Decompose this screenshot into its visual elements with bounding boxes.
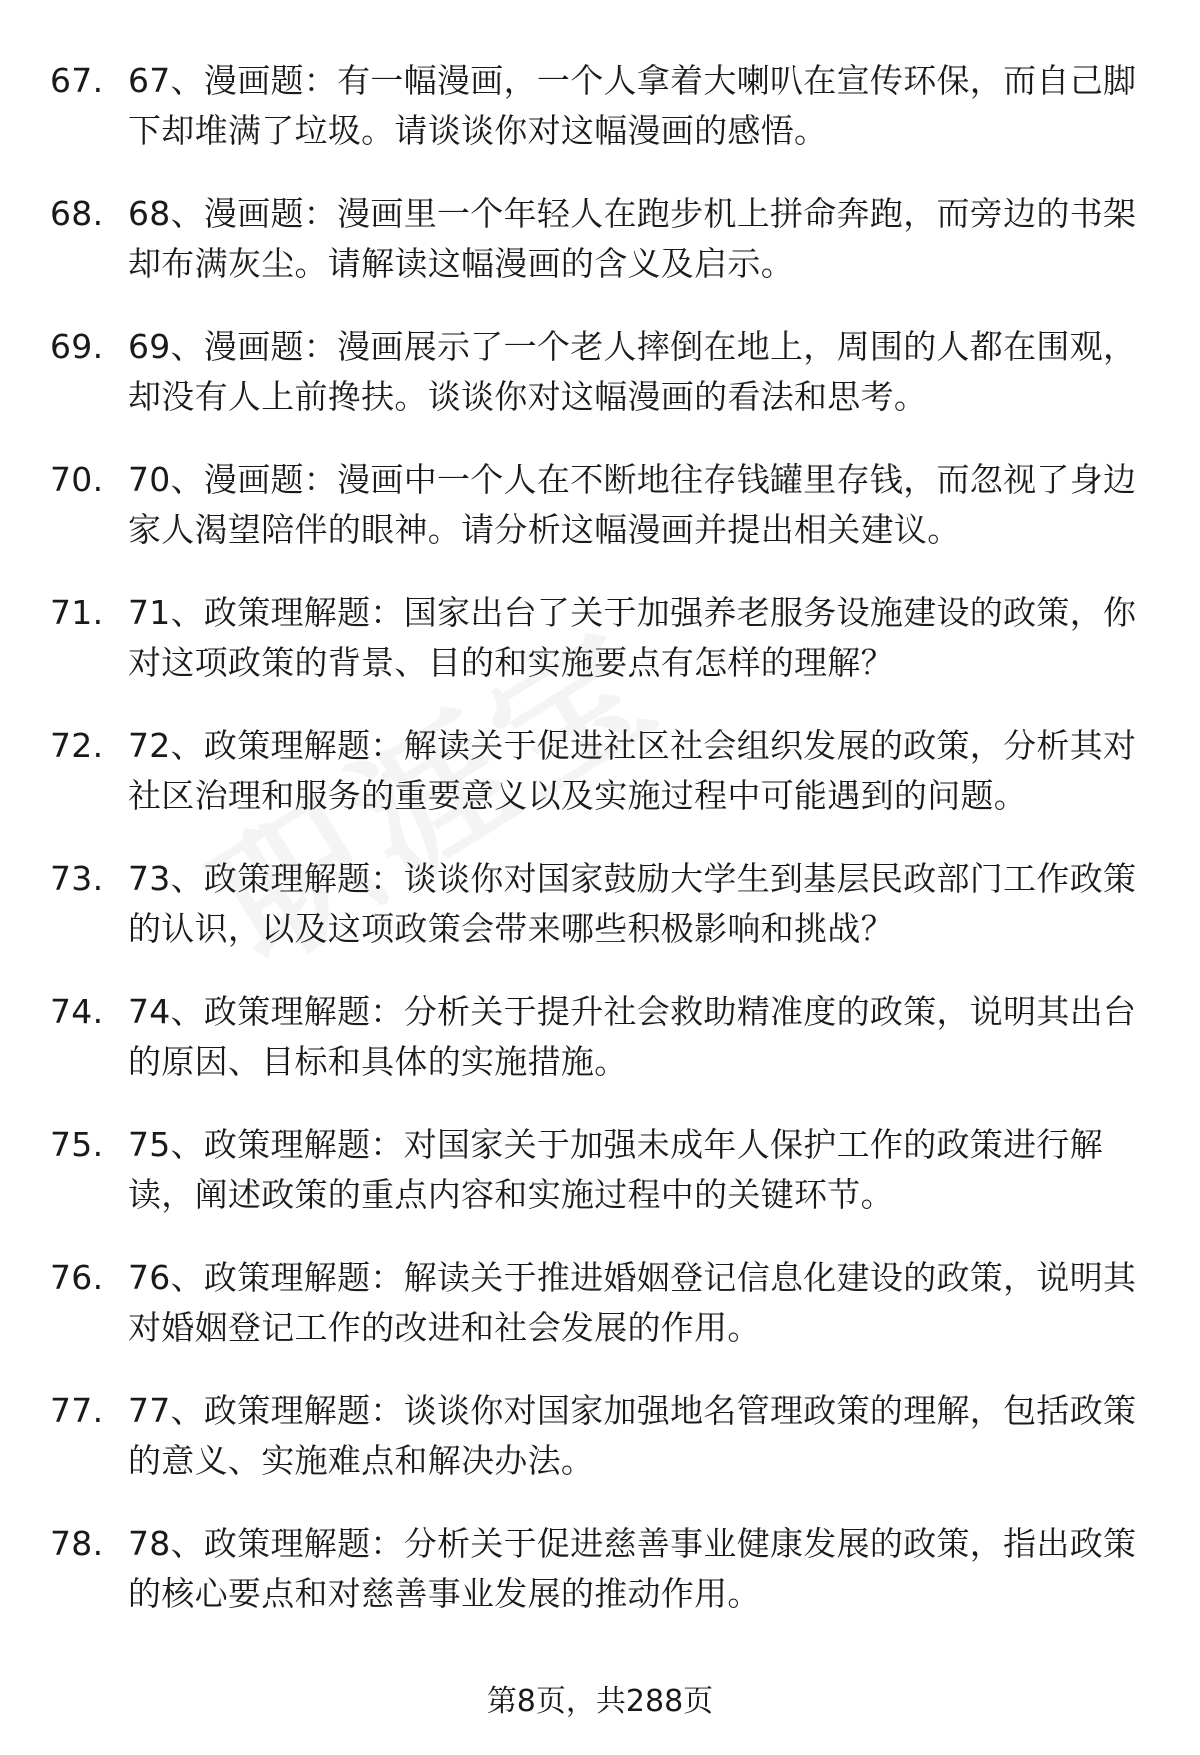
question-text: 76、政策理解题：解读关于推进婚姻登记信息化建设的政策，说明其对婚姻登记工作的改进和社会发展的作用。 bbox=[128, 1258, 1137, 1347]
question-text: 74、政策理解题：分析关于提升社会救助精准度的政策，说明其出台的原因、目标和具体的实施措施。 bbox=[128, 992, 1137, 1081]
question-text: 69、漫画题：漫画展示了一个老人摔倒在地上，周围的人都在围观，却没有人上前搀扶。谈谈你对这幅漫画的看法和思考。 bbox=[128, 327, 1137, 416]
question-text: 78、政策理解题：分析关于促进慈善事业健康发展的政策，指出政策的核心要点和对慈善事业发展的推动作用。 bbox=[128, 1524, 1137, 1613]
question-list bbox=[50, 56, 1150, 1652]
question-text: 68、漫画题：漫画里一个年轻人在跑步机上拼命奔跑，而旁边的书架却布满灰尘。请解读这幅漫画的含义及启示。 bbox=[128, 194, 1137, 283]
list-item bbox=[50, 1519, 1150, 1619]
question-number: 68. bbox=[50, 194, 104, 233]
list-item bbox=[50, 588, 1150, 688]
question-number: 77. bbox=[50, 1391, 104, 1430]
question-text: 73、政策理解题：谈谈你对国家鼓励大学生到基层民政部门工作政策的认识，以及这项政策会带来哪些积极影响和挑战？ bbox=[128, 859, 1137, 948]
question-text: 70、漫画题：漫画中一个人在不断地往存钱罐里存钱，而忽视了身边家人渴望陪伴的眼神。请分析这幅漫画并提出相关建议。 bbox=[128, 460, 1137, 549]
question-text: 77、政策理解题：谈谈你对国家加强地名管理政策的理解，包括政策的意义、实施难点和解决办法。 bbox=[128, 1391, 1137, 1480]
list-item bbox=[50, 854, 1150, 954]
list-item bbox=[50, 455, 1150, 555]
question-number: 72. bbox=[50, 726, 104, 765]
question-text: 67、漫画题：有一幅漫画，一个人拿着大喇叭在宣传环保，而自己脚下却堆满了垃圾。请谈谈你对这幅漫画的感悟。 bbox=[128, 61, 1137, 150]
page-footer bbox=[0, 1682, 1200, 1722]
list-item bbox=[50, 322, 1150, 422]
list-item bbox=[50, 1120, 1150, 1220]
question-number: 69. bbox=[50, 327, 104, 366]
question-number: 67. bbox=[50, 61, 104, 100]
question-number: 71. bbox=[50, 593, 104, 632]
question-number: 70. bbox=[50, 460, 104, 499]
list-item bbox=[50, 721, 1150, 821]
question-text: 71、政策理解题：国家出台了关于加强养老服务设施建设的政策，你对这项政策的背景、目的和实施要点有怎样的理解？ bbox=[128, 593, 1137, 682]
page-number: 第8页，共288页 bbox=[486, 1684, 714, 1719]
list-item bbox=[50, 189, 1150, 289]
list-item bbox=[50, 56, 1150, 156]
list-item bbox=[50, 987, 1150, 1087]
question-number: 75. bbox=[50, 1125, 104, 1164]
question-number: 74. bbox=[50, 992, 104, 1031]
question-number: 73. bbox=[50, 859, 104, 898]
question-number: 78. bbox=[50, 1524, 104, 1563]
question-text: 75、政策理解题：对国家关于加强未成年人保护工作的政策进行解读，阐述政策的重点内容和实施过程中的关键环节。 bbox=[128, 1125, 1103, 1214]
question-text: 72、政策理解题：解读关于促进社区社会组织发展的政策，分析其对社区治理和服务的重要意义以及实施过程中可能遇到的问题。 bbox=[128, 726, 1137, 815]
question-number: 76. bbox=[50, 1258, 104, 1297]
list-item bbox=[50, 1253, 1150, 1353]
list-item bbox=[50, 1386, 1150, 1486]
